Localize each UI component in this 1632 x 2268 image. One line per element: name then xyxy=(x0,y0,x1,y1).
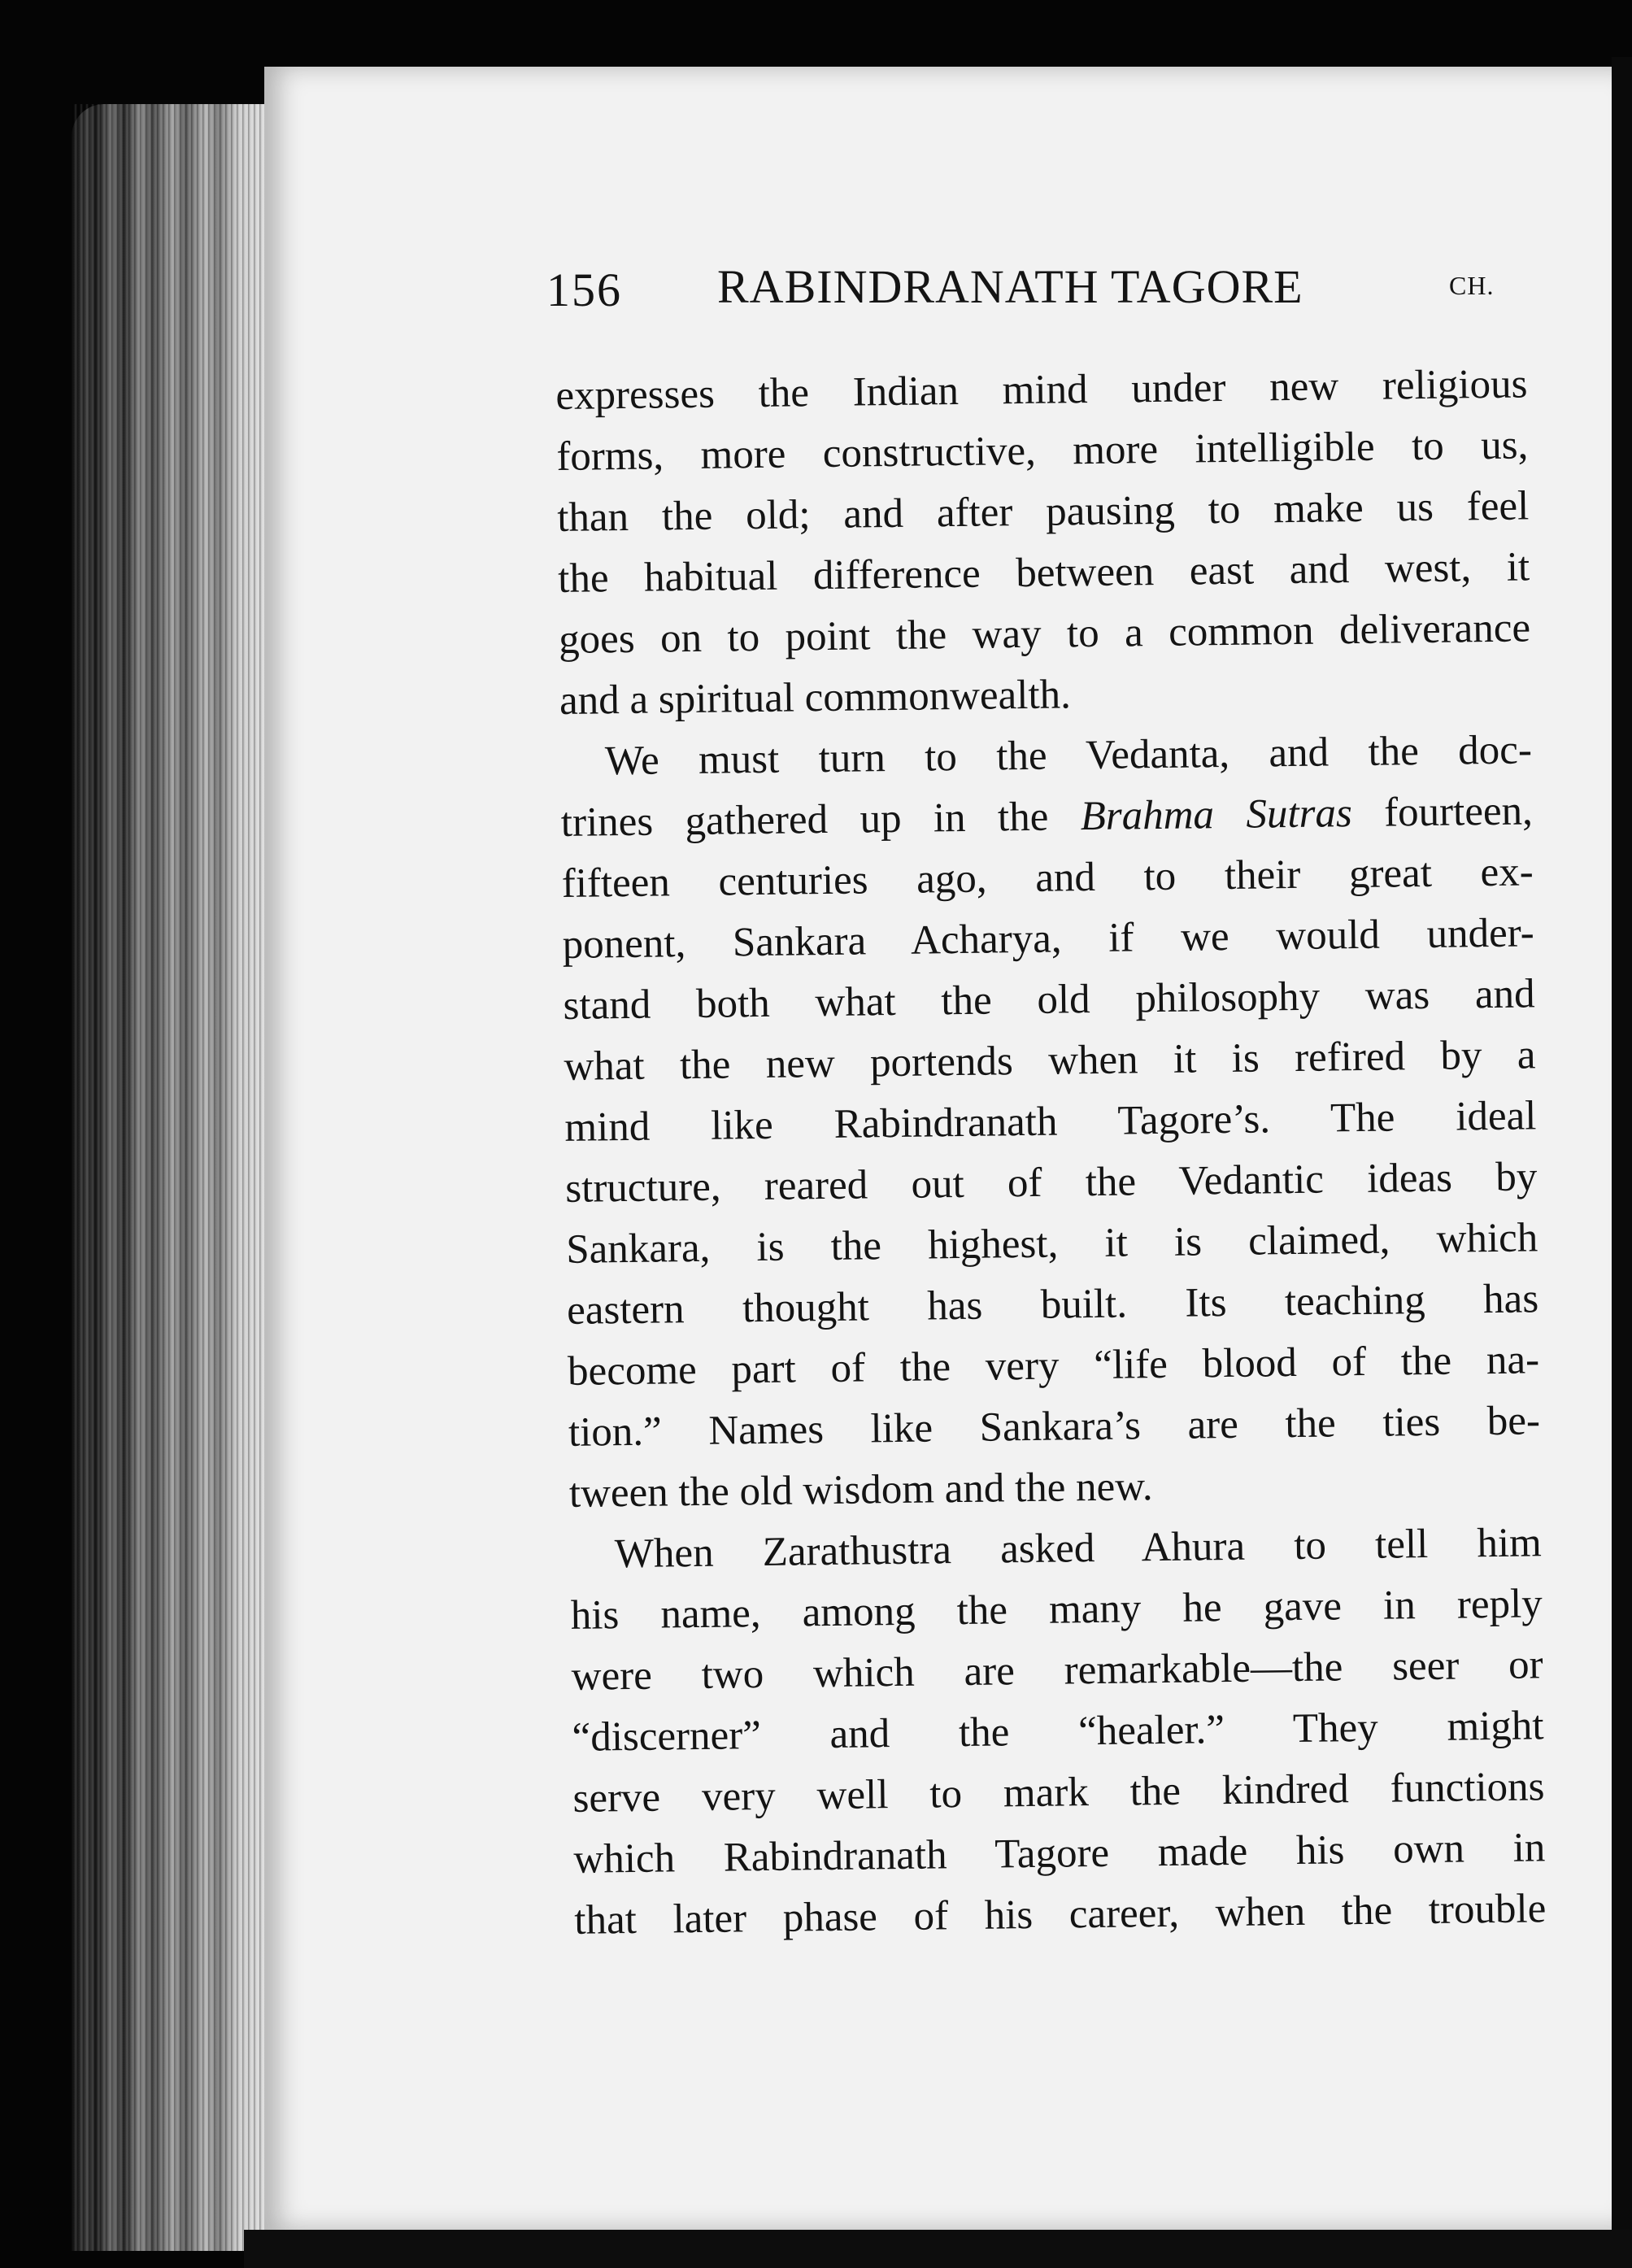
text-line: structure, reared out of the Vedantic ideas by xyxy=(565,1154,1538,1212)
text-line: that later phase of his career, when the trouble xyxy=(574,1886,1547,1944)
text-segment: trines gathered up in the xyxy=(560,794,1081,846)
text-line: than the old; and after pausing to make us feel xyxy=(556,483,1530,541)
text-line: goes on to point the way to a common deliverance xyxy=(558,605,1531,663)
paragraph-3 xyxy=(569,1513,1546,1952)
chapter-mark: CH. xyxy=(1449,271,1495,300)
text-line xyxy=(560,781,1533,854)
text-line: become part of the very “life blood of the na- xyxy=(567,1337,1540,1395)
text-line: what the new portends when it is refired by a xyxy=(564,1032,1536,1090)
running-title: RABINDRANATH TAGORE xyxy=(717,260,1303,313)
text-line: his name, among the many he gave in reply xyxy=(570,1581,1543,1639)
text-line: ponent, Sankara Acharya, if we would under- xyxy=(562,910,1534,968)
text-line: When Zarathustra asked Ahura to tell him xyxy=(614,1520,1543,1578)
text-line: Sankara, is the highest, it is claimed, which xyxy=(565,1215,1538,1273)
text-line: mind like Rabindranath Tagore’s. The ideal xyxy=(564,1093,1537,1151)
text-line: tion.” Names like Sankara’s are the ties be- xyxy=(568,1398,1541,1456)
text-line: fifteen centuries ago, and to their great ex- xyxy=(561,849,1534,907)
book-page-edges xyxy=(72,104,275,2251)
text-line: eastern thought has built. Its teaching has xyxy=(566,1276,1539,1334)
text-line: forms, more constructive, more intelligible to us, xyxy=(556,422,1529,480)
text-line: serve very well to mark the kindred functions xyxy=(572,1764,1545,1822)
text-line: which Rabindranath Tagore made his own in xyxy=(573,1825,1546,1883)
running-head xyxy=(546,248,1514,321)
body-text xyxy=(555,354,1547,1951)
text-line: the habitual difference between east and west, it xyxy=(557,544,1530,602)
paragraph-1 xyxy=(555,354,1531,732)
text-line: “discerner” and the “healer.” They might xyxy=(572,1703,1544,1761)
paragraph-2 xyxy=(559,720,1541,1525)
text-segment: fourteen, xyxy=(1351,788,1534,837)
text-line: and a spiritual commonwealth. xyxy=(559,672,1072,724)
scan-bottom-border xyxy=(244,2230,1632,2268)
text-line: We must turn to the Vedanta, and the doc- xyxy=(604,727,1533,785)
text-line: tween the old wisdom and the new. xyxy=(568,1464,1153,1517)
book-title-italic: Brahma Sutras xyxy=(1080,790,1353,840)
text-line: expresses the Indian mind under new religious xyxy=(555,361,1528,419)
text-line: stand both what the old philosophy was and xyxy=(563,971,1535,1029)
scan-right-border xyxy=(1612,57,1632,2268)
text-line: were two which are remarkable—the seer or xyxy=(571,1642,1543,1700)
page-number: 156 xyxy=(546,263,622,316)
